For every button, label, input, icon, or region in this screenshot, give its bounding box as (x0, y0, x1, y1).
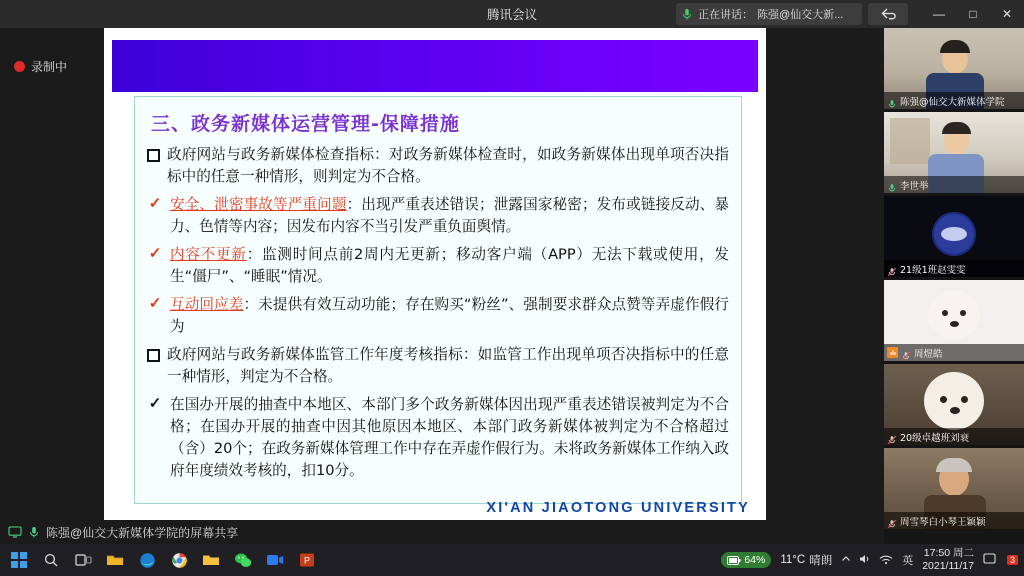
slide-title: 三、政务新媒体运营管理-保障措施 (151, 113, 460, 135)
close-button[interactable]: ✕ (1001, 7, 1013, 21)
edge-browser-icon[interactable] (132, 545, 162, 575)
list-item-keyword: 安全、泄密事故等严重问题 (170, 196, 347, 213)
weather-widget[interactable] (780, 552, 832, 568)
list-item (147, 244, 729, 288)
back-button[interactable] (868, 3, 908, 25)
list-item (147, 394, 729, 482)
microphone-muted-icon (887, 516, 897, 526)
record-dot-icon (14, 61, 25, 72)
list-item-text: 在国办开展的抽查中本地区、本部门多个政务新媒体因出现严重表述错误被判定为不合格；在国办开展的抽查中因其他原因本地区、本部门政务新媒体被判定为不合格超过（含）20个；在政务新媒体管理工作中存在弄虚作假行为。未将政务新媒体工作纳入政府年度绩效考核的，扣10分。 (170, 396, 729, 479)
windows-taskbar (0, 544, 1024, 576)
task-view-icon[interactable] (68, 545, 98, 575)
participant-name-bar (884, 428, 1024, 445)
hand-raise-icon (887, 347, 898, 358)
avatar (928, 290, 980, 340)
participant-tile[interactable] (884, 280, 1024, 361)
square-bullet-icon (147, 349, 160, 362)
notification-count-badge: 3 (1007, 555, 1018, 565)
microphone-icon (680, 7, 694, 21)
list-item-text: 政府网站与政务新媒体检查指标：对政务新媒体检查时，如政务新媒体出现单项否决指标中的任意一种情形，则判定为不合格。 (167, 146, 729, 185)
participant-name: 周雪琴白小琴王颖颖 (900, 516, 986, 528)
weather-description: 晴朗 (809, 555, 833, 567)
list-item-text: ：未提供有效互动功能；存在购买“粉丝”、强制要求群众点赞等弄虚作假行为 (170, 296, 729, 335)
check-mark-icon: ✓ (148, 395, 162, 412)
powerpoint-icon[interactable] (292, 545, 322, 575)
search-icon[interactable] (36, 545, 66, 575)
battery-status[interactable] (721, 552, 771, 568)
square-bullet-icon (147, 149, 160, 162)
recording-indicator[interactable] (14, 58, 67, 75)
clock[interactable] (922, 547, 974, 573)
microphone-icon (887, 96, 897, 106)
list-item (147, 294, 729, 338)
microphone-muted-icon (901, 348, 911, 358)
avatar (924, 372, 984, 430)
minimize-button[interactable]: — (933, 7, 945, 21)
maximize-button[interactable]: □ (969, 7, 977, 21)
list-item-text: ：出现严重表述错误；泄露国家秘密；发布或链接反动、暴力、色情等内容；因发布内容不当引发严重负面舆情。 (170, 196, 729, 235)
window-controls (922, 0, 1024, 28)
tray-icons (841, 553, 893, 568)
microphone-icon (887, 180, 897, 190)
list-item (147, 144, 729, 188)
clock-date: 2021/11/17 (922, 560, 974, 572)
volume-icon[interactable] (858, 553, 872, 568)
list-item-keyword: 内容不更新 (170, 246, 247, 263)
chrome-browser-icon[interactable] (164, 545, 194, 575)
svg-text:P: P (303, 555, 311, 566)
notification-icon[interactable] (983, 552, 996, 568)
check-mark-icon: ✓ (148, 195, 162, 212)
ime-indicator[interactable]: 英 (902, 555, 914, 567)
recording-label: 录制中 (31, 60, 68, 74)
participant-tile[interactable] (884, 112, 1024, 193)
file-explorer-icon[interactable] (100, 545, 130, 575)
participant-name: 21级1班赵雯雯 (900, 264, 966, 276)
participant-name-bar (884, 344, 1024, 361)
folder-icon[interactable] (196, 545, 226, 575)
clock-time: 17:50 (923, 547, 951, 559)
participant-name: 陈强@仙交大新媒体学院 (900, 96, 1005, 108)
active-speaker-indicator[interactable] (676, 3, 862, 25)
chevron-up-icon[interactable] (841, 554, 851, 566)
network-icon[interactable] (879, 553, 893, 568)
participant-name: 李世举 (900, 180, 929, 192)
list-item (147, 344, 729, 388)
battery-percent: 64% (744, 554, 766, 566)
shared-screen-area[interactable] (104, 28, 766, 520)
microphone-icon (27, 525, 41, 539)
slide-footer-university: XI'AN JIAOTONG UNIVERSITY (486, 500, 750, 516)
wechat-icon[interactable] (228, 545, 258, 575)
list-item-keyword: 互动回应差 (170, 296, 244, 313)
left-panel (0, 28, 104, 520)
active-speaker-name: 陈强@仙交大新... (757, 9, 844, 21)
list-item-text: 政府网站与政务新媒体监管工作年度考核指标：如监管工作出现单项否决指标中的任意一种情形，判定为不合格。 (167, 346, 729, 385)
system-tray (721, 547, 1024, 573)
participant-strip[interactable] (884, 28, 1024, 544)
participant-name-bar (884, 176, 1024, 193)
participant-name: 周煜皓 (914, 348, 943, 360)
participant-tile[interactable] (884, 196, 1024, 277)
participant-name-bar (884, 512, 1024, 529)
share-status-text: 陈强@仙交大新媒体学院的屏幕共享 (46, 525, 239, 540)
window-title: 腾讯会议 (486, 8, 537, 22)
participant-tile[interactable] (884, 28, 1024, 109)
active-speaker-prefix: 正在讲话： (698, 9, 753, 21)
participant-tile[interactable] (884, 364, 1024, 445)
avatar (932, 212, 976, 256)
slide-content (134, 96, 742, 504)
screen-share-icon (8, 525, 22, 539)
check-mark-icon: ✓ (148, 245, 162, 262)
participant-name: 20级卓越班刘衰 (900, 432, 970, 444)
participant-tile[interactable] (884, 448, 1024, 529)
slide-header-band (112, 40, 758, 92)
microphone-muted-icon (887, 432, 897, 442)
list-item-text: ：监测时间点前2周内无更新；移动客户端（APP）无法下载或使用，发生“僵尸”、“睡眠”情况。 (170, 246, 729, 285)
list-item (147, 194, 729, 238)
tencent-meeting-icon[interactable] (260, 545, 290, 575)
microphone-muted-icon (887, 264, 897, 274)
windows-start-icon[interactable] (4, 545, 34, 575)
check-mark-icon: ✓ (148, 295, 162, 312)
participant-name-bar (884, 260, 1024, 277)
title-bar (0, 0, 1024, 28)
clock-day: 周二 (952, 547, 974, 559)
participant-name-bar (884, 92, 1024, 109)
screen-share-status-bar (0, 520, 884, 544)
weather-temperature: 11°C (780, 554, 806, 566)
taskbar-icons (0, 545, 322, 575)
